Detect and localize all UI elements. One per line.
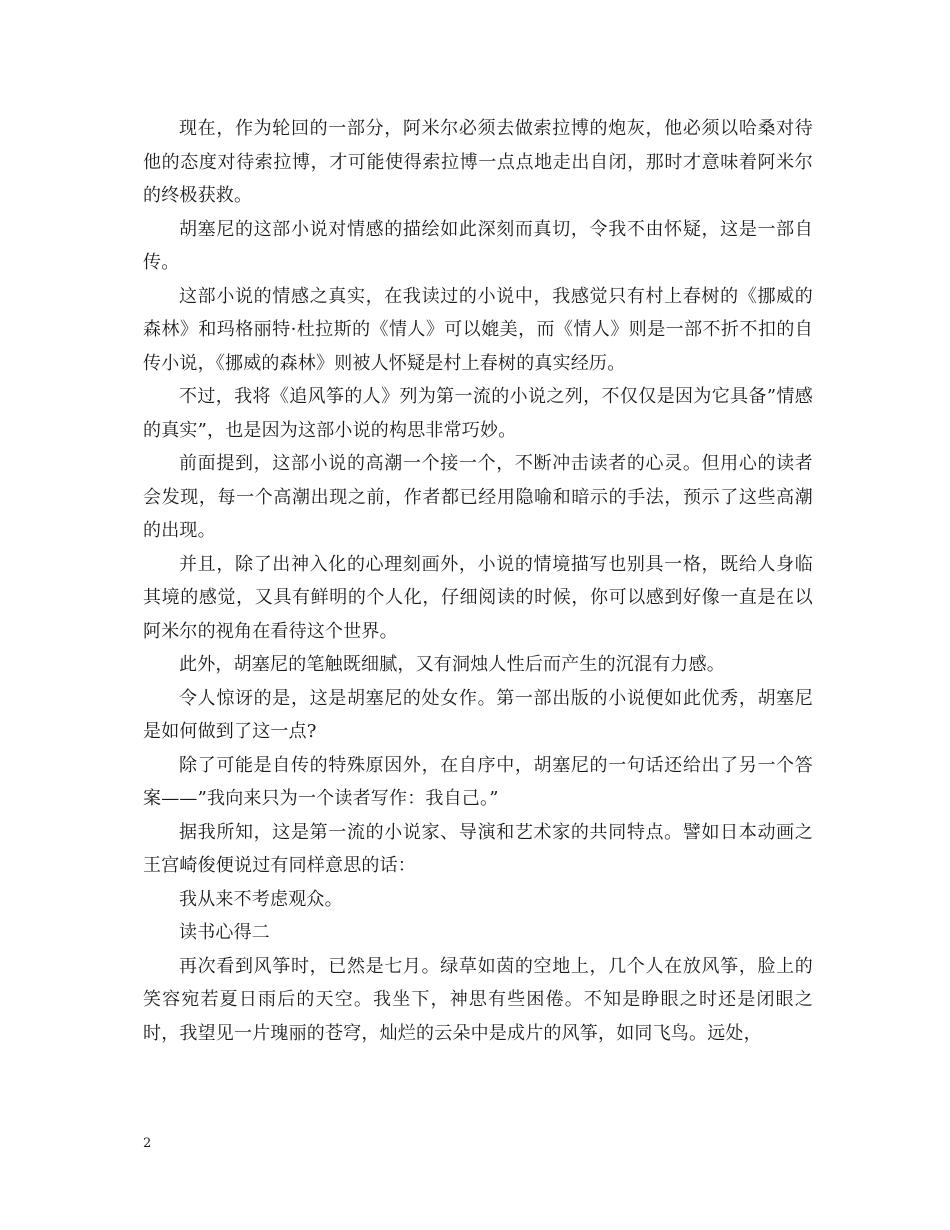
paragraph: 再次看到风筝时，已然是七月。绿草如茵的空地上，几个人在放风筝，脸上的笑容宛若夏日雨后的天空。我坐下，神思有些困倦。不知是睁眼之时还是闭眼之时，我望见一片瑰丽的苍穹，灿烂的云朵中是成片的风筝，如同飞鸟。远处，	[143, 955, 813, 1044]
paragraph: 不过，我将《追风筝的人》列为第一流的小说之列，不仅仅是因为它具备”情感的真实”，也是因为这部小说的构思非常巧妙。	[143, 386, 813, 441]
section-heading: 读书心得二	[179, 922, 270, 943]
paragraph: 我从来不考虑观众。	[179, 888, 343, 910]
paragraph: 据我所知，这是第一流的小说家、导演和艺术家的共同特点。譬如日本动画之王宫崎俊便说过有同样意思的话：	[143, 821, 813, 876]
paragraph: 除了可能是自传的特殊原因外，在自序中，胡塞尼的一句话还给出了另一个答案——”我向来只为一个读者写作：我自己。”	[143, 754, 813, 809]
paragraph: 胡塞尼的这部小说对情感的描绘如此深刻而真切，令我不由怀疑，这是一部自传。	[143, 218, 813, 273]
paragraph: 令人惊讶的是，这是胡塞尼的处女作。第一部出版的小说便如此优秀，胡塞尼是如何做到了这一点?	[143, 687, 813, 742]
paragraph: 这部小说的情感之真实，在我读过的小说中，我感觉只有村上春树的《挪威的森林》和玛格丽特·杜拉斯的《情人》可以媲美，而《情人》则是一部不折不扣的自传小说，《挪威的森林》则被人怀疑是村上春树的真实经历。	[143, 285, 813, 374]
paragraph: 并且，除了出神入化的心理刻画外，小说的情境描写也别具一格，既给人身临其境的感觉，又具有鲜明的个人化，仔细阅读的时候，你可以感到好像一直是在以阿米尔的视角在看待这个世界。	[143, 553, 813, 642]
page-number: 2	[143, 1136, 152, 1151]
paragraph: 现在，作为轮回的一部分，阿米尔必须去做索拉博的炮灰，他必须以哈桑对待他的态度对待索拉博，才可能使得索拉博一点点地走出自闭，那时才意味着阿米尔的终极获救。	[143, 118, 813, 206]
paragraph: 前面提到，这部小说的高潮一个接一个，不断冲击读者的心灵。但用心的读者会发现，每一个高潮出现之前，作者都已经用隐喻和暗示的手法，预示了这些高潮的出现。	[143, 453, 813, 541]
paragraph: 此外，胡塞尼的笔触既细腻，又有洞烛人性后而产生的沉混有力感。	[179, 654, 725, 675]
document-body	[143, 112, 813, 1050]
